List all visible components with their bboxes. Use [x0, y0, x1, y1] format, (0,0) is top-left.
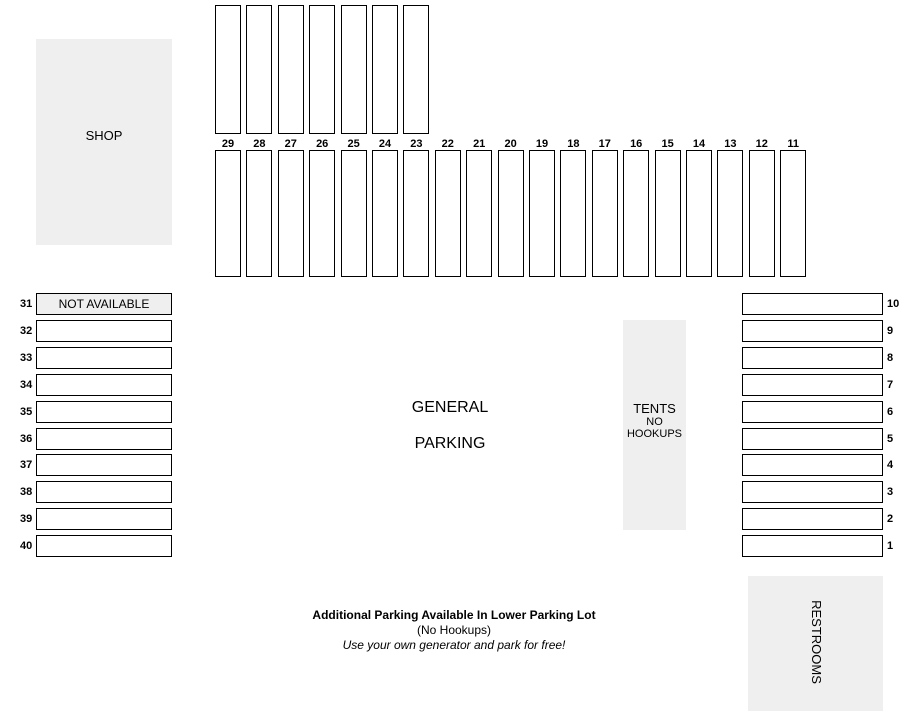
campsite-17[interactable] — [592, 150, 618, 277]
tents-label: TENTS NO HOOKUPS — [626, 401, 682, 440]
upper-stall-25 — [341, 5, 367, 134]
site-number-14: 14 — [692, 138, 706, 150]
site-number-23: 23 — [410, 138, 423, 150]
site-number-38: 38 — [20, 486, 33, 499]
campsite-12[interactable] — [749, 150, 775, 277]
site-number-22: 22 — [441, 138, 454, 150]
campsite-22[interactable] — [435, 150, 461, 277]
site-number-16: 16 — [630, 138, 643, 150]
site-number-4: 4 — [887, 459, 894, 472]
site-number-11: 11 — [787, 138, 799, 150]
campsite-25[interactable] — [341, 150, 367, 277]
campsite-31 — [36, 293, 172, 315]
site-number-9: 9 — [887, 324, 894, 337]
campsite-5[interactable] — [742, 428, 883, 450]
site-number-5: 5 — [887, 432, 894, 445]
upper-stall-29 — [215, 5, 241, 134]
site-number-21: 21 — [473, 138, 486, 150]
parking-note: Additional Parking Available In Lower Parking Lot (No Hookups) Use your own generator and park for free! — [312, 608, 596, 652]
campsite-15[interactable] — [655, 150, 681, 277]
campsite-34[interactable] — [36, 374, 172, 396]
site-number-7: 7 — [887, 378, 894, 391]
shop-area — [36, 39, 172, 245]
campsite-33[interactable] — [36, 347, 172, 369]
campsite-28[interactable] — [246, 150, 272, 277]
upper-stall-27 — [278, 5, 304, 134]
campsite-26[interactable] — [309, 150, 335, 277]
campsite-6[interactable] — [742, 401, 883, 423]
shop-label: SHOP — [85, 128, 123, 143]
site-number-20: 20 — [504, 138, 517, 150]
campsite-13[interactable] — [717, 150, 743, 277]
campsite-10[interactable] — [742, 293, 883, 315]
upper-stall-26 — [309, 5, 335, 134]
site-number-3: 3 — [887, 486, 894, 499]
campsite-8[interactable] — [742, 347, 883, 369]
site-number-1: 1 — [887, 540, 894, 553]
campsite-1[interactable] — [742, 535, 883, 557]
site-number-35: 35 — [20, 405, 33, 418]
campsite-38[interactable] — [36, 481, 172, 503]
site-number-39: 39 — [20, 513, 33, 526]
campsite-27[interactable] — [278, 150, 304, 277]
upper-stall-23 — [403, 5, 429, 134]
site-number-36: 36 — [20, 432, 33, 445]
site-number-8: 8 — [887, 351, 894, 364]
restrooms-label: RESTROOMS — [809, 600, 824, 684]
campsite-2[interactable] — [742, 508, 883, 530]
site-number-27: 27 — [284, 138, 297, 150]
campsite-39[interactable] — [36, 508, 172, 530]
tents-area — [623, 320, 686, 530]
campsite-9[interactable] — [742, 320, 883, 342]
site-number-17: 17 — [598, 138, 611, 150]
site-number-6: 6 — [887, 405, 894, 418]
site-number-24: 24 — [378, 138, 392, 150]
upper-stall-28 — [246, 5, 272, 134]
restrooms-area — [748, 576, 883, 711]
site-number-34: 34 — [20, 378, 33, 391]
campsite-16[interactable] — [623, 150, 649, 277]
campsite-11[interactable] — [780, 150, 806, 277]
site-number-2: 2 — [887, 513, 894, 526]
campsite-32[interactable] — [36, 320, 172, 342]
site-number-18: 18 — [567, 138, 580, 150]
site-number-32: 32 — [20, 324, 33, 337]
site-status-label: NOT AVAILABLE — [58, 297, 150, 311]
site-number-15: 15 — [661, 138, 674, 150]
site-number-12: 12 — [755, 138, 768, 150]
campsite-3[interactable] — [742, 481, 883, 503]
campsite-19[interactable] — [529, 150, 555, 277]
site-number-40: 40 — [20, 540, 33, 553]
campsite-35[interactable] — [36, 401, 172, 423]
campsite-20[interactable] — [498, 150, 524, 277]
campsite-29[interactable] — [215, 150, 241, 277]
site-number-25: 25 — [347, 138, 360, 150]
site-number-31: 31 — [20, 298, 33, 310]
campsite-24[interactable] — [372, 150, 398, 277]
site-number-37: 37 — [20, 459, 33, 472]
campsite-36[interactable] — [36, 428, 172, 450]
campsite-23[interactable] — [403, 150, 429, 277]
general-parking-label: GENERAL PARKING — [411, 399, 489, 452]
campsite-7[interactable] — [742, 374, 883, 396]
campsite-37[interactable] — [36, 454, 172, 476]
campsite-14[interactable] — [686, 150, 712, 277]
site-number-33: 33 — [20, 351, 33, 364]
site-number-13: 13 — [724, 138, 737, 150]
campsite-21[interactable] — [466, 150, 492, 277]
campsite-40[interactable] — [36, 535, 172, 557]
campsite-4[interactable] — [742, 454, 883, 476]
site-number-10: 10 — [887, 298, 900, 310]
site-number-26: 26 — [316, 138, 329, 150]
site-number-29: 29 — [221, 138, 235, 150]
site-number-19: 19 — [535, 138, 549, 150]
campsite-18[interactable] — [560, 150, 586, 277]
site-number-28: 28 — [253, 138, 266, 150]
upper-stall-24 — [372, 5, 398, 134]
